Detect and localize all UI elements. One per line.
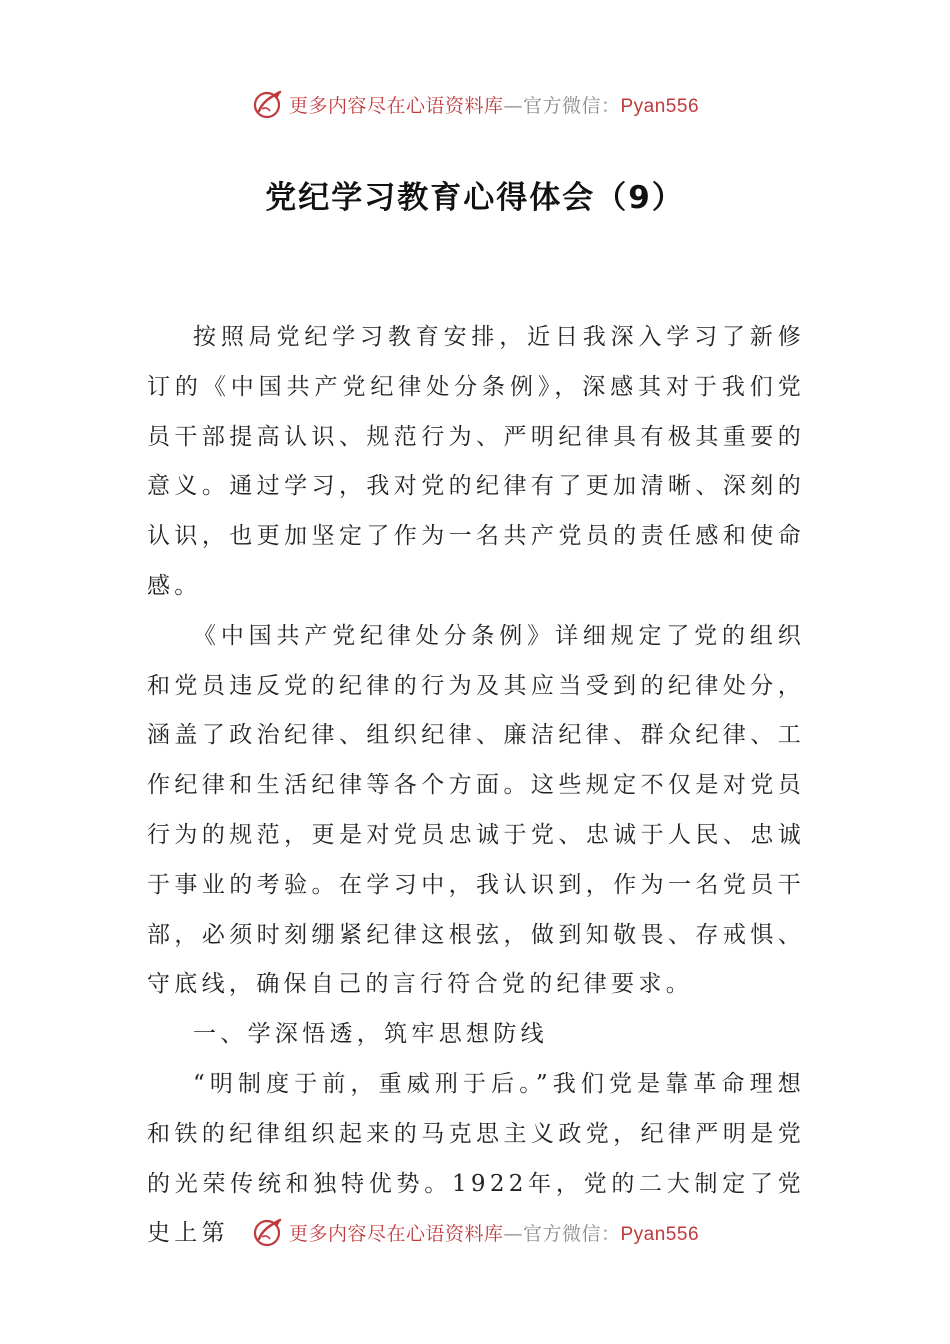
document-title: 党纪学习教育心得体会（9） xyxy=(265,180,685,216)
pen-swirl-logo-icon xyxy=(251,87,285,121)
banner-separator: — xyxy=(503,94,523,117)
footer-banner xyxy=(0,1212,950,1252)
banner-text xyxy=(289,1219,699,1246)
header-banner xyxy=(0,84,950,124)
section-heading: 一、学深悟透，筑牢思想防线 xyxy=(193,1021,548,1048)
banner-official: 官方微信： xyxy=(522,1222,621,1245)
paragraph: 《中国共产党纪律处分条例》详细规定了党的组织和党员违反党的纪律的行为及其应当受到的纪律处分，涵盖了政治纪律、组织纪律、廉洁纪律、群众纪律、工作纪律和生活纪律等各个方面。这些规定不仅是对党员行为的规范，更是对党员忠诚于党、忠诚于人民、忠诚于事业的考验。在学习中，我认识到，作为一名党员干部，必须时刻绷紧纪律这根弦，做到知敬畏、存戒惧、守底线，确保自己的言行符合党的纪律要求。 xyxy=(147,622,805,998)
paragraph: 按照局党纪学习教育安排，近日我深入学习了新修订的《中国共产党纪律处分条例》，深感其对于我们党员干部提高认识、规范行为、严明纪律具有极其重要的意义。通过学习，我对党的纪律有了更加清晰、深刻的认识，也更加坚定了作为一名共产党员的责任感和使命感。 xyxy=(147,324,805,599)
banner-text xyxy=(289,91,699,118)
banner-site: 更多内容尽在心语资料库 xyxy=(288,1222,504,1245)
banner-wechat-id: Pyan556 xyxy=(620,1223,700,1245)
document-body xyxy=(147,313,805,1259)
pen-swirl-logo-icon xyxy=(251,1215,285,1249)
paragraph: “明制度于前，重威刑于后。”我们党是靠革命理想和铁的纪律组织起来的马克思主义政党，纪律严明是党的光荣传统和独特优势。1922年，党的二大制定了党史上第 xyxy=(147,1070,805,1247)
banner-wechat-id: Pyan556 xyxy=(620,95,700,117)
banner-official: 官方微信： xyxy=(522,94,621,117)
banner-separator: — xyxy=(503,1222,523,1245)
banner-site: 更多内容尽在心语资料库 xyxy=(288,94,504,117)
